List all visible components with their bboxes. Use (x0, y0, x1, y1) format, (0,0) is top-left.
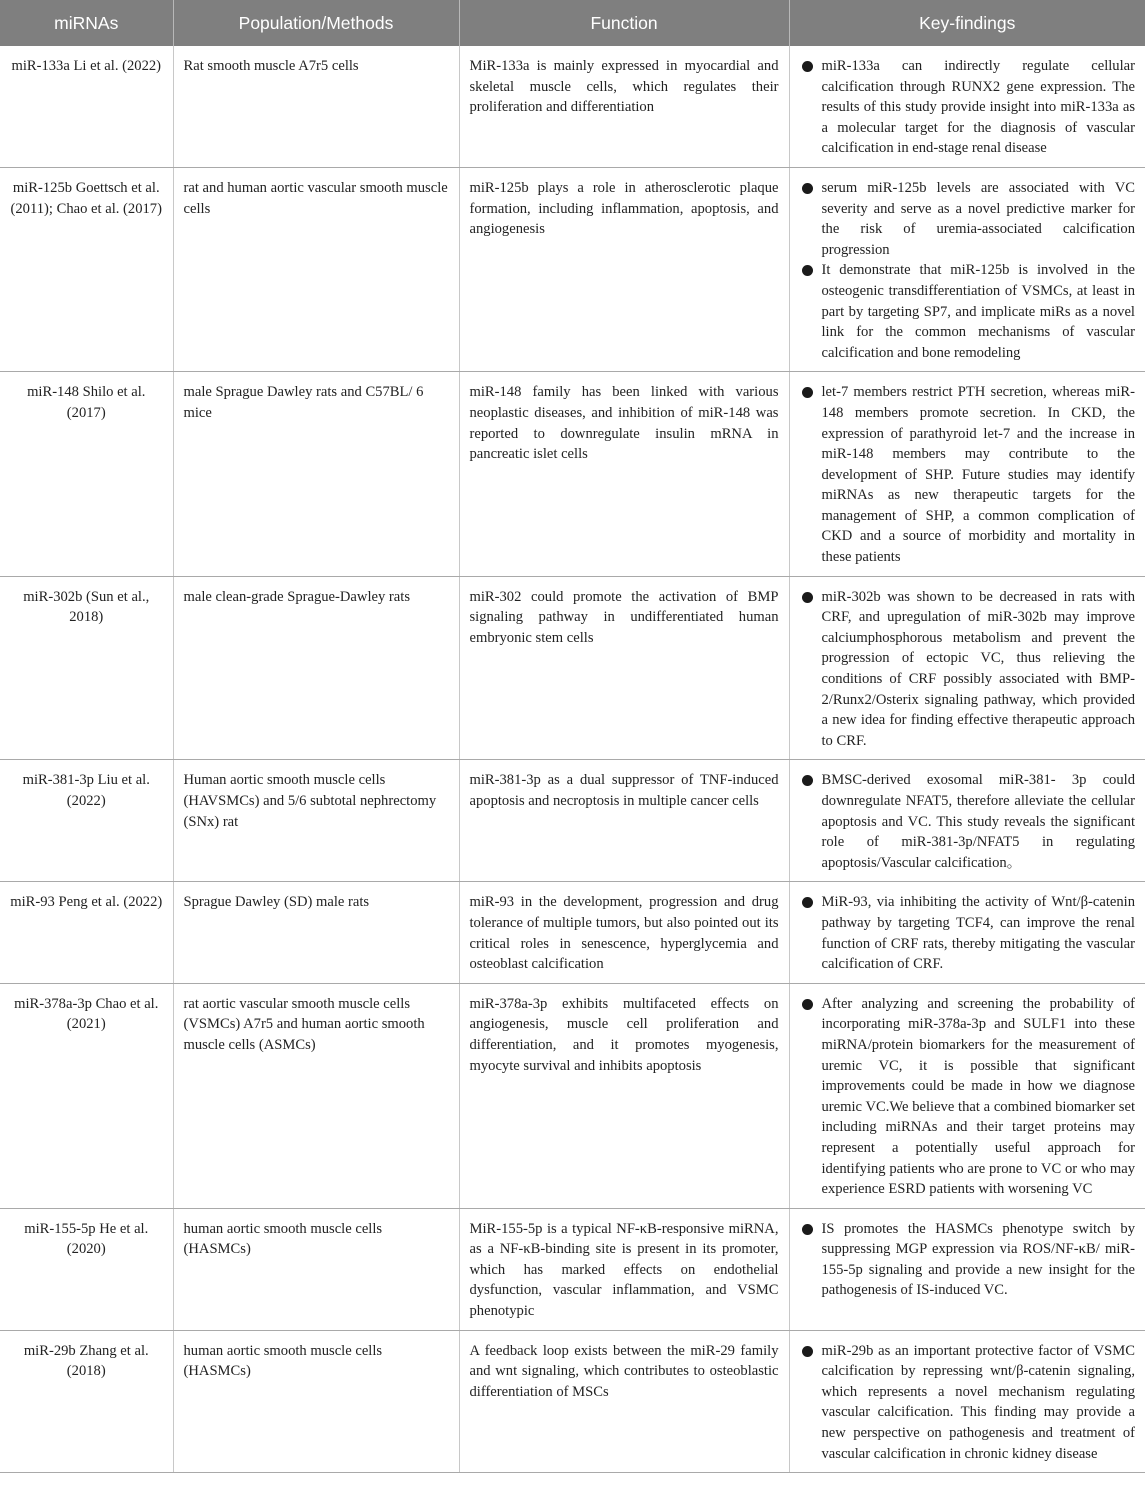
cell-population: Sprague Dawley (SD) male rats (173, 882, 459, 983)
finding-item (800, 260, 1136, 363)
table-row (0, 760, 1145, 882)
bullet-icon (802, 999, 813, 1010)
finding-text: miR-302b was shown to be decreased in rats with CRF, and upregulation of miR-302b may improve calciumphosphorous metabolism and prevent the progression of ectopic VC, thus relieving the conditions of CRF possibly associated with BMP-2/Runx2/Osterix signaling pathway, which provided a new idea for finding effective therapeutic approach to CRF. (821, 588, 1135, 749)
cell-population: Rat smooth muscle A7r5 cells (173, 46, 459, 167)
bullet-icon (802, 387, 813, 398)
cell-mirna: miR-148 Shilo et al. (2017) (0, 372, 173, 576)
cell-function: miR-93 in the development, progression and drug tolerance of multiple tumors, but also pointed out its critical roles in senescence, hyperglycemia and osteoblast calcification (459, 882, 789, 983)
table-header (0, 0, 1145, 46)
table-row (0, 1330, 1145, 1473)
bullet-icon (802, 183, 813, 194)
finding-item (800, 1341, 1136, 1465)
table-body (0, 46, 1145, 1473)
header-function: Function (459, 0, 789, 46)
cell-function: miR-125b plays a role in atherosclerotic plaque formation, including inflammation, apoptosis, and angiogenesis (459, 167, 789, 371)
finding-text: let-7 members restrict PTH secretion, whereas miR-148 members promote secretion. In CKD, the expression of parathyroid let-7 and the increase in miR-148 members may contribute to the development of SHP. Future studies may identify miRNAs as new therapeutic targets for the management of SHP, a common complication of CKD and a source of morbidity and mortality in these patients (821, 384, 1135, 566)
cell-function: miR-302 could promote the activation of BMP signaling pathway in undifferentiated human embryonic stem cells (459, 576, 789, 760)
cell-key-findings (789, 576, 1145, 760)
cell-function: A feedback loop exists between the miR-29 family and wnt signaling, which contributes to osteoblastic differentiation of MSCs (459, 1330, 789, 1473)
bullet-icon (802, 775, 813, 786)
finding-item (800, 382, 1136, 567)
finding-text: It demonstrate that miR-125b is involved in the osteogenic transdifferentiation of VSMCs, at least in part by targeting SP7, and implicate miRs as a novel link for the common mechanisms of vascular calcification and bone remodeling (821, 262, 1135, 361)
cell-population: rat and human aortic vascular smooth muscle cells (173, 167, 459, 371)
table-row (0, 576, 1145, 760)
cell-population: human aortic smooth muscle cells (HASMCs) (173, 1330, 459, 1473)
finding-item (800, 892, 1136, 974)
cell-function: miR-148 family has been linked with various neoplastic diseases, and inhibition of miR-148 was reported to downregulate insulin mRNA in pancreatic islet cells (459, 372, 789, 576)
finding-text: miR-29b as an important protective factor of VSMC calcification by repressing wnt/β-catenin signaling, which represents a novel mechanism regulating vascular calcification. This finding may provide a new perspective on pathogenesis and treatment of vascular calcification in chronic kidney disease (821, 1342, 1135, 1462)
cell-mirna: miR-381-3p Liu et al. (2022) (0, 760, 173, 882)
cell-mirna: miR-29b Zhang et al. (2018) (0, 1330, 173, 1473)
cell-population: human aortic smooth muscle cells (HASMCs) (173, 1208, 459, 1330)
header-key-findings: Key-findings (789, 0, 1145, 46)
finding-text: miR-133a can indirectly regulate cellular calcification through RUNX2 gene expression. The results of this study provide insight into miR-133a as a molecular target for the diagnosis of vascular calcification in end-stage renal disease (821, 58, 1135, 157)
finding-text: MiR-93, via inhibiting the activity of Wnt/β-catenin pathway by targeting TCF4, can improve the renal function of CRF rats, thereby mitigating the vascular calcification of CRF. (821, 894, 1135, 973)
cell-key-findings (789, 46, 1145, 167)
cell-population: male Sprague Dawley rats and C57BL/ 6 mice (173, 372, 459, 576)
table-row (0, 372, 1145, 576)
bullet-icon (802, 1224, 813, 1235)
finding-text: After analyzing and screening the probability of incorporating miR-378a-3p and SULF1 into these miRNA/protein biomarkers for the measurement of uremic VC, it is possible that significant improvements could be made in how we diagnose uremic VC.We believe that a combined biomarker set including miRNAs and their target proteins may represent a potentially useful approach for identifying patients who are prone to VC or who may experience ESRD patients with worsening VC (821, 995, 1135, 1198)
finding-item (800, 587, 1136, 752)
cell-function: MiR-155-5p is a typical NF-κB-responsive miRNA, as a NF-κB-binding site is present in its promoter, which has marked effects on endothelial dysfunction, vascular inflammation, and VSMC phenotypic (459, 1208, 789, 1330)
cell-population: rat aortic vascular smooth muscle cells (VSMCs) A7r5 and human aortic smooth muscle cells (ASMCs) (173, 983, 459, 1208)
finding-item (800, 994, 1136, 1200)
bullet-icon (802, 61, 813, 72)
table-row (0, 46, 1145, 167)
cell-key-findings (789, 1330, 1145, 1473)
cell-mirna: miR-125b Goettsch et al. (2011); Chao et al. (2017) (0, 167, 173, 371)
cell-mirna: miR-302b (Sun et al., 2018) (0, 576, 173, 760)
bullet-icon (802, 897, 813, 908)
bullet-icon (802, 1346, 813, 1357)
cell-key-findings (789, 983, 1145, 1208)
finding-item (800, 1219, 1136, 1301)
finding-text: BMSC-derived exosomal miR-381- 3p could downregulate NFAT5, therefore alleviate the cellular apoptosis and VC. This study reveals the significant role of miR-381-3p/NFAT5 in regulating apoptosis/Vascular calcification。 (821, 772, 1135, 871)
cell-mirna: miR-93 Peng et al. (2022) (0, 882, 173, 983)
cell-mirna: miR-155-5p He et al. (2020) (0, 1208, 173, 1330)
cell-key-findings (789, 760, 1145, 882)
cell-population: Human aortic smooth muscle cells (HAVSMCs) and 5/6 subtotal nephrectomy (SNx) rat (173, 760, 459, 882)
table-row (0, 882, 1145, 983)
cell-mirna: miR-133a Li et al. (2022) (0, 46, 173, 167)
cell-key-findings (789, 882, 1145, 983)
table-row (0, 1208, 1145, 1330)
cell-function: MiR-133a is mainly expressed in myocardial and skeletal muscle cells, which regulates their proliferation and differentiation (459, 46, 789, 167)
table-row (0, 167, 1145, 371)
table-row (0, 983, 1145, 1208)
finding-item (800, 178, 1136, 260)
finding-item (800, 770, 1136, 873)
cell-function: miR-378a-3p exhibits multifaceted effects on angiogenesis, muscle cell proliferation and differentiation, and it promotes myogenesis, myocyte survival and inhibits apoptosis (459, 983, 789, 1208)
cell-mirna: miR-378a-3p Chao et al. (2021) (0, 983, 173, 1208)
header-row (0, 0, 1145, 46)
finding-item (800, 56, 1136, 159)
cell-population: male clean-grade Sprague-Dawley rats (173, 576, 459, 760)
finding-text: serum miR-125b levels are associated with VC severity and serve as a novel predictive marker for the risk of uremia-associated calcification progression (821, 179, 1135, 258)
bullet-icon (802, 592, 813, 603)
cell-key-findings (789, 372, 1145, 576)
header-population-methods: Population/Methods (173, 0, 459, 46)
cell-function: miR-381-3p as a dual suppressor of TNF-induced apoptosis and necroptosis in multiple cancer cells (459, 760, 789, 882)
finding-text: IS promotes the HASMCs phenotype switch by suppressing MGP expression via ROS/NF-κB/ miR-155-5p signaling and provide a new insight for the pathogenesis of IS-induced VC. (821, 1220, 1135, 1299)
cell-key-findings (789, 167, 1145, 371)
header-mirnas: miRNAs (0, 0, 173, 46)
cell-key-findings (789, 1208, 1145, 1330)
bullet-icon (802, 265, 813, 276)
